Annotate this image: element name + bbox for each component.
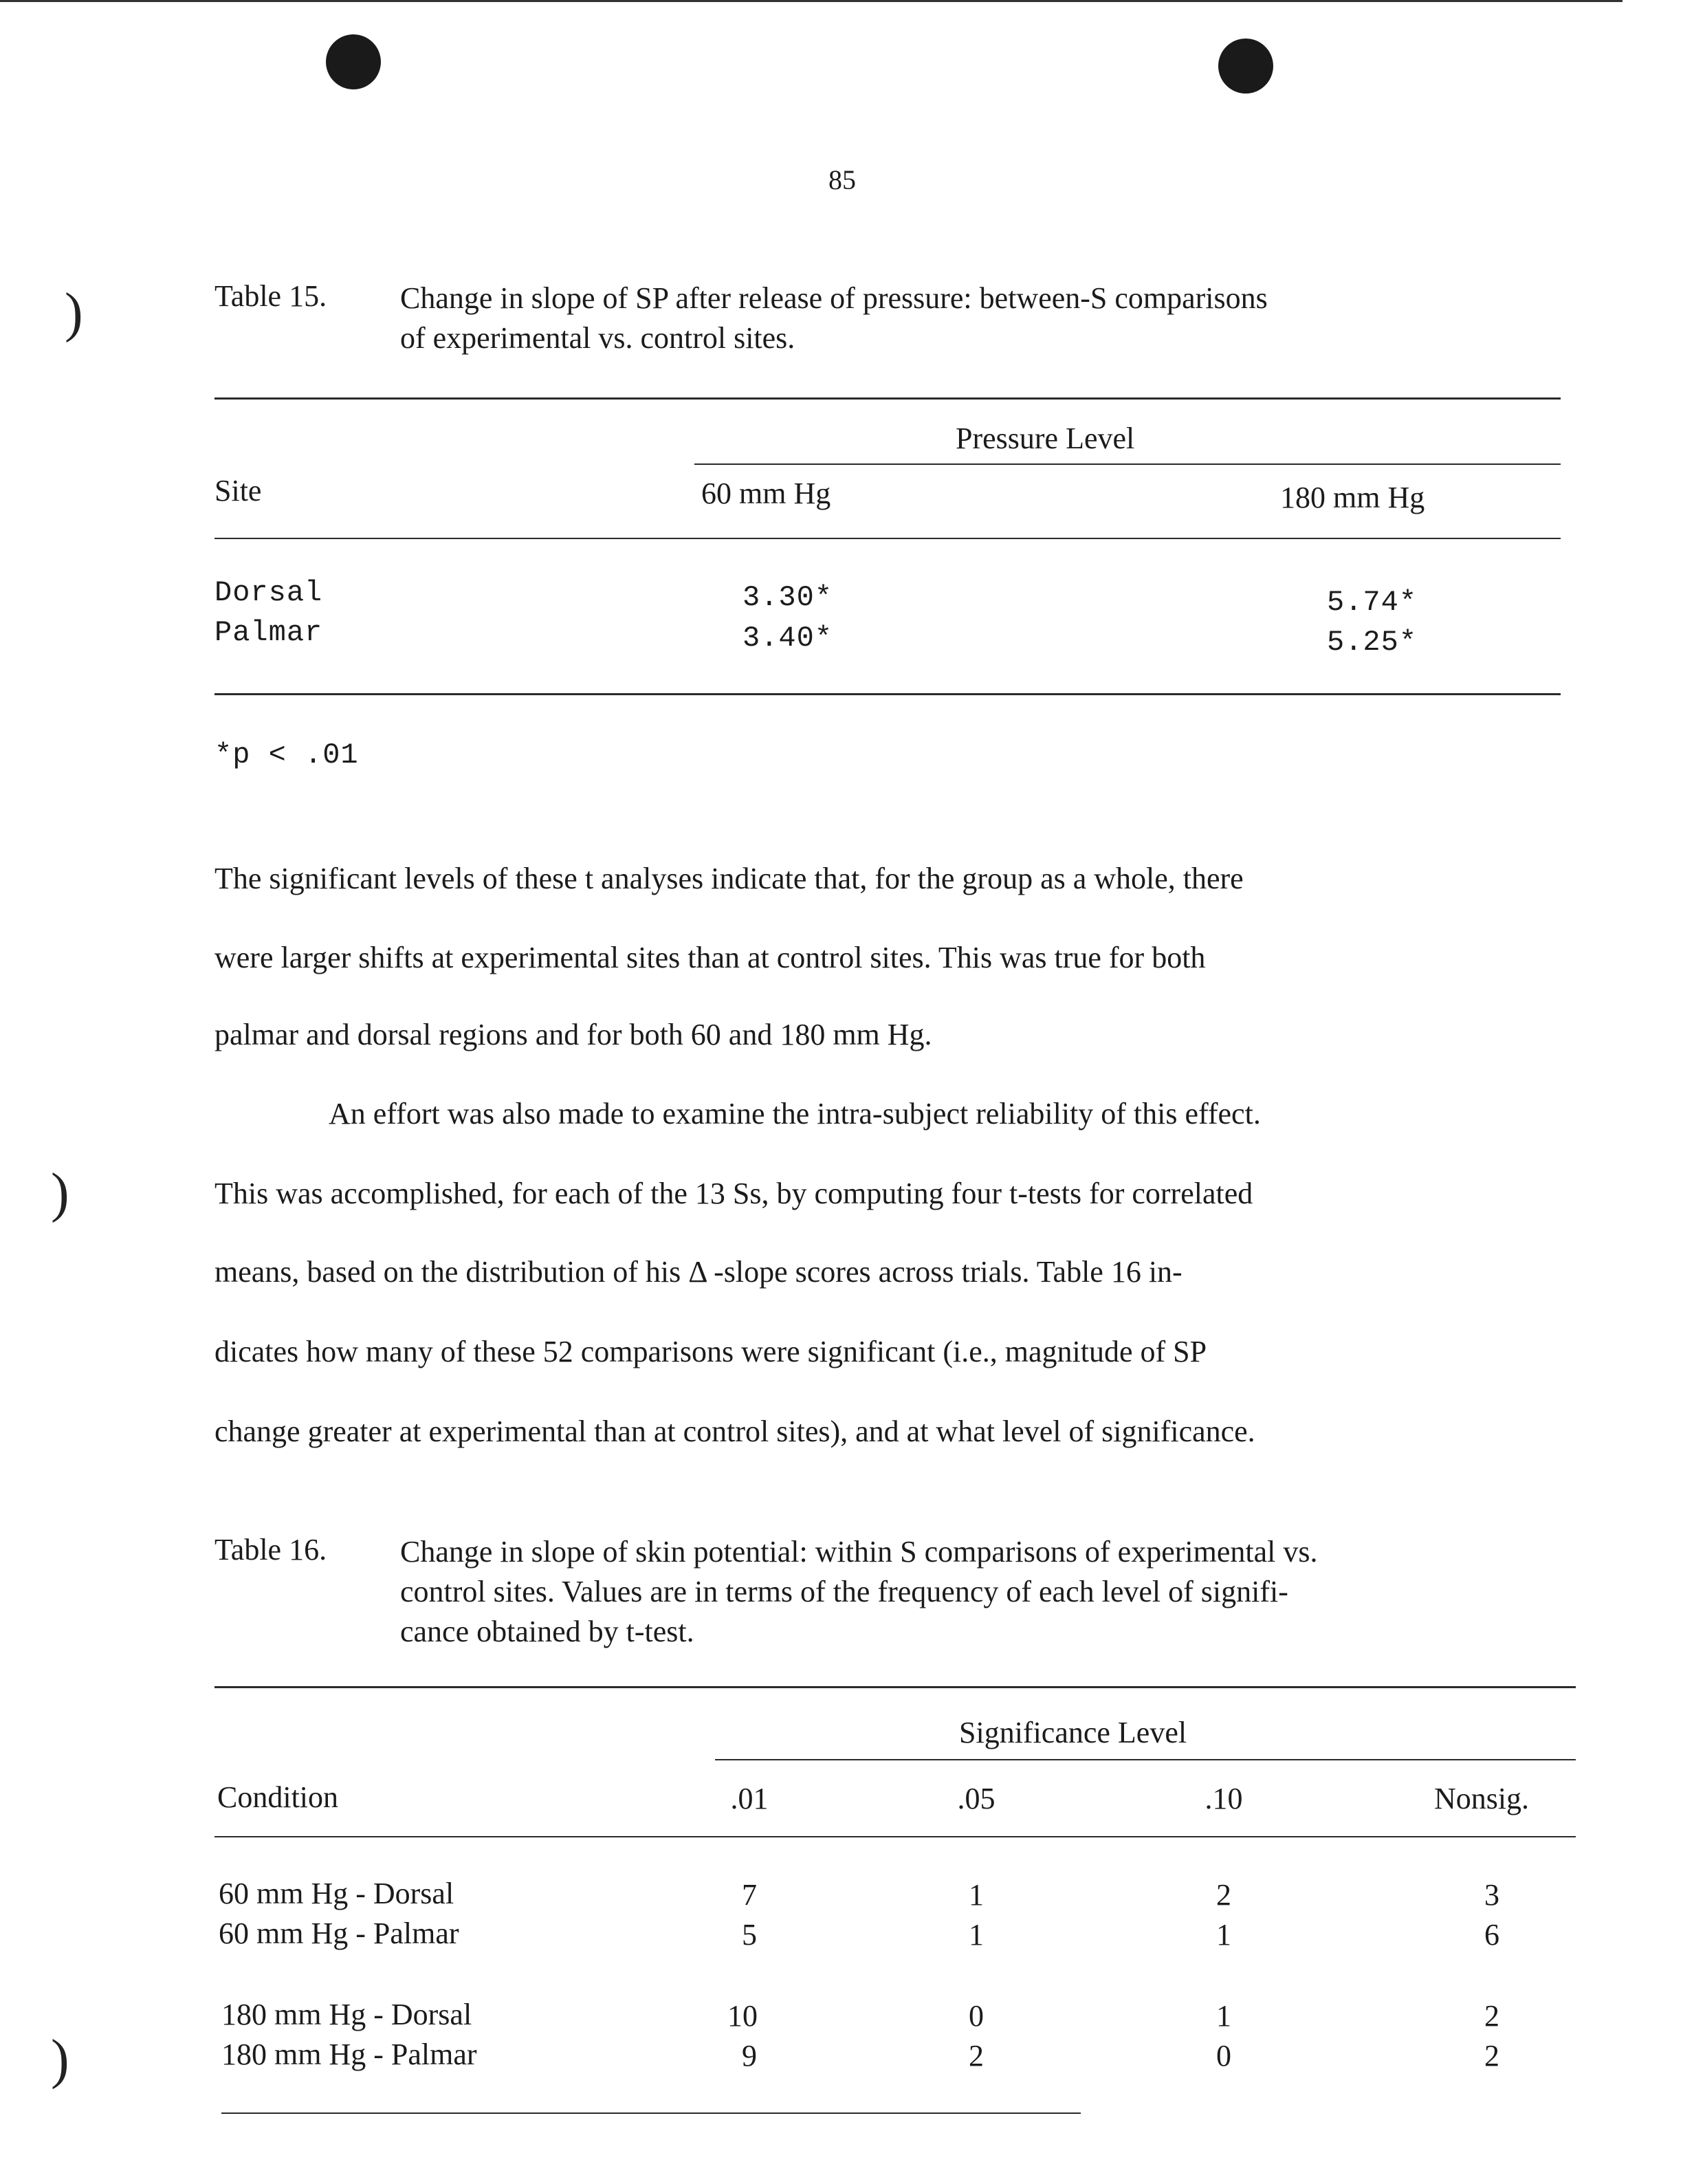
table15-col-180: 180 mm Hg <box>1280 481 1425 514</box>
table15-label: Table 15. <box>214 279 327 313</box>
table15-caption <box>400 279 1569 358</box>
table15-row-site: Dorsal <box>214 576 323 609</box>
table16-caption-line2: control sites. Values are in terms of the frequency of each level of signifi- <box>400 1575 1288 1608</box>
table16-cell: 1 <box>969 1918 984 1952</box>
page-number: 85 <box>828 164 856 195</box>
table16-caption-line3: cance obtained by t-test. <box>400 1615 694 1648</box>
table16-cell: 5 <box>742 1918 757 1952</box>
table16-cell: 0 <box>1216 2039 1231 2073</box>
table16-cell: 7 <box>742 1878 757 1912</box>
paragraph-line: were larger shifts at experimental sites than at control sites. This was true for both <box>214 941 1206 974</box>
punch-hole-left <box>326 34 381 89</box>
table15-row-site: Palmar <box>214 616 323 649</box>
table15-footnote: *p < .01 <box>214 739 359 772</box>
table15-row-value: 3.30* <box>742 581 833 614</box>
table15-spanner: Pressure Level <box>956 422 1135 455</box>
table15-row-value: 5.74* <box>1327 586 1418 619</box>
margin-mark-bottom: ) <box>51 2029 69 2090</box>
table15-caption-line1: Change in slope of SP after release of pressure: between-S comparisons <box>400 281 1268 315</box>
table15-spanner-rule <box>694 463 1561 465</box>
table16-cell: 6 <box>1484 1918 1499 1952</box>
table16-row-condition: 180 mm Hg - Dorsal <box>221 1998 472 2031</box>
punch-hole-right <box>1218 39 1273 94</box>
paragraph-line: change greater at experimental than at control sites), and at what level of significance. <box>214 1415 1255 1448</box>
table16-cell: 3 <box>1484 1878 1499 1912</box>
table15-caption-line2: of experimental vs. control sites. <box>400 321 795 355</box>
table16-cell: 9 <box>742 2039 757 2073</box>
table16-cell: 2 <box>1216 1878 1231 1912</box>
table16-row-condition: 60 mm Hg - Palmar <box>219 1917 459 1950</box>
table15-header-rule <box>214 538 1561 539</box>
table15-top-rule <box>214 397 1561 400</box>
table16-header-rule <box>214 1836 1576 1837</box>
table16-spanner: Significance Level <box>959 1716 1187 1749</box>
table15-row-header: Site <box>214 474 262 507</box>
table15-bottom-rule <box>214 693 1561 695</box>
table16-row-header: Condition <box>217 1780 339 1814</box>
table16-col-nonsig: Nonsig. <box>1433 1782 1530 1815</box>
table16-cell: 2 <box>969 2039 984 2073</box>
scan-top-edge <box>0 0 1622 2</box>
table16-caption <box>400 1532 1569 1652</box>
margin-mark-top: ) <box>65 283 83 343</box>
table16-cell: 2 <box>1484 2039 1499 2073</box>
table16-row-condition: 180 mm Hg - Palmar <box>221 2038 477 2071</box>
margin-mark-middle: ) <box>51 1163 69 1223</box>
table16-col-05: .05 <box>957 1782 996 1815</box>
paragraph-line: The significant levels of these t analyses indicate that, for the group as a whole, there <box>214 862 1244 895</box>
table16-top-rule <box>214 1686 1576 1688</box>
table16-row-condition: 60 mm Hg - Dorsal <box>219 1877 454 1910</box>
table15-row-value: 5.25* <box>1327 626 1418 659</box>
table15-col-60: 60 mm Hg <box>701 477 831 510</box>
table16-bottom-rule <box>221 2112 1081 2114</box>
table16-cell: 1 <box>969 1878 984 1912</box>
paragraph-line: palmar and dorsal regions and for both 60 and 180 mm Hg. <box>214 1018 932 1051</box>
table16-label: Table 16. <box>214 1533 327 1566</box>
paragraph-line: means, based on the distribution of his Δ -slope scores across trials. Table 16 in- <box>214 1255 1182 1289</box>
table16-cell: 1 <box>1216 1999 1231 2033</box>
table16-col-01: .01 <box>730 1782 769 1815</box>
table16-cell: 1 <box>1216 1918 1231 1952</box>
paragraph-line: An effort was also made to examine the intra-subject reliability of this effect. <box>329 1097 1261 1131</box>
table15-row-value: 3.40* <box>742 622 833 655</box>
paragraph-line: This was accomplished, for each of the 13 Ss, by computing four t-tests for correlated <box>214 1177 1253 1210</box>
table16-cell: 10 <box>727 1999 758 2033</box>
paragraph-line: dicates how many of these 52 comparisons were significant (i.e., magnitude of SP <box>214 1335 1207 1368</box>
table16-spanner-rule <box>715 1759 1576 1760</box>
table16-cell: 0 <box>969 1999 984 2033</box>
table16-cell: 2 <box>1484 1999 1499 2033</box>
table16-caption-line1: Change in slope of skin potential: within S comparisons of experimental vs. <box>400 1535 1318 1569</box>
table16-col-10: .10 <box>1204 1782 1243 1815</box>
